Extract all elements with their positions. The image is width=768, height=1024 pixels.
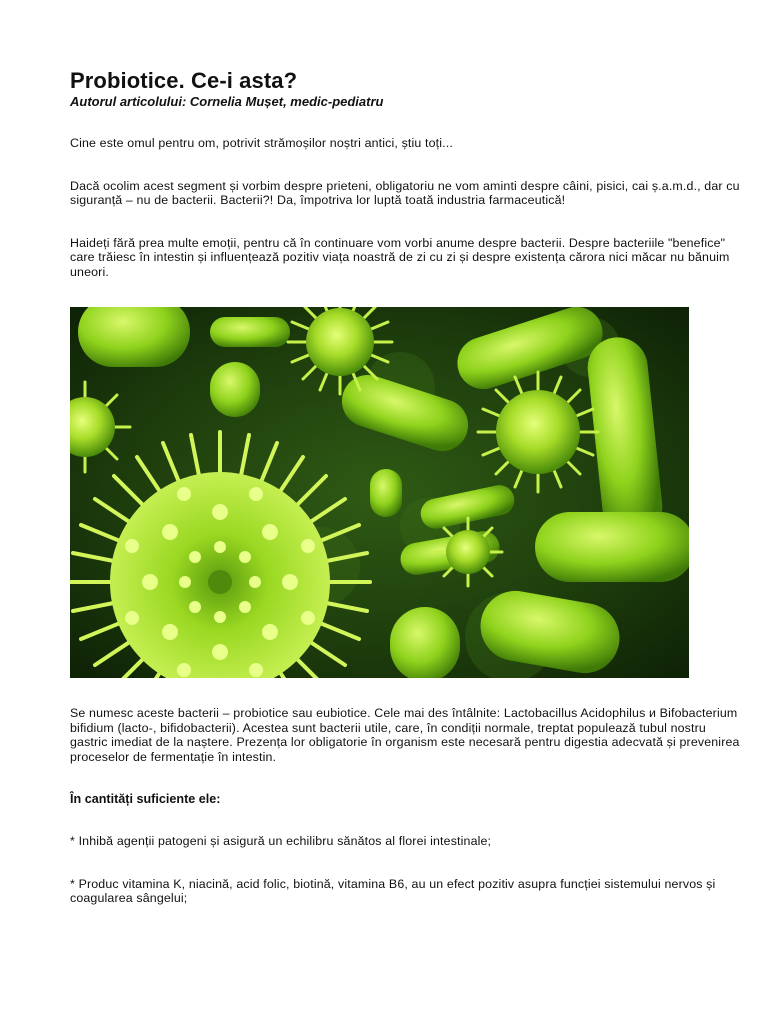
- section-subheading: În cantități suficiente ele:: [70, 792, 221, 806]
- paragraph-bacteria: Haideți fără prea multe emoții, pentru că în continuare vom vorbi anume despre bacterii. Despre bacteriile "benefice" care trăiesc în intestin și influențează pozitiv viața noastră de zi cu zi și despre existența cărora nici măcar nu bănuim uneori.: [70, 235, 730, 279]
- paragraph-probiotics: Se numesc aceste bacterii – probiotice sau eubiotice. Cele mai des întâlnite: Lactobacillus Acidophilus и Bifobacterium bifidium (lacto-, bifidobacterii). Acestea sunt bacterii utile, care, în condiții normale, treptat populează tubul nostru gastric imediat de la naștere. Prezența lor obligatorie în organism este necesară pentru digestia adecvată și prevenirea proceselor de fermentație în intestin.: [70, 706, 740, 764]
- article-author: Autorul articolului: Cornelia Mușet, medic-pediatru: [70, 94, 384, 109]
- document-page: [70, 68, 740, 906]
- paragraph-friends: Dacă ocolim acest segment și vorbim despre prieteni, obligatoriu ne vom aminti despre câini, pisici, cai ș.a.m.d., dar cu siguranță – nu de bacterii. Bacterii?! Da, împotriva lor luptă toată industria farmaceutică!: [70, 178, 740, 207]
- bacteria-image: [70, 307, 689, 678]
- article-title: Probiotice. Ce-i asta?: [70, 68, 298, 93]
- bacteria-illustration: [70, 307, 689, 678]
- list-item: * Inhibă agenții patogeni și asigură un echilibru sănătos al florei intestinale;: [70, 834, 492, 848]
- list-item: * Produc vitamina K, niacină, acid folic, biotină, vitamina B6, au un efect pozitiv asupra funcției sistemului nervos și coagularea sângelui;: [70, 876, 716, 905]
- paragraph-intro: Cine este omul pentru om, potrivit strămoșilor noștri antici, știu toți...: [70, 136, 453, 150]
